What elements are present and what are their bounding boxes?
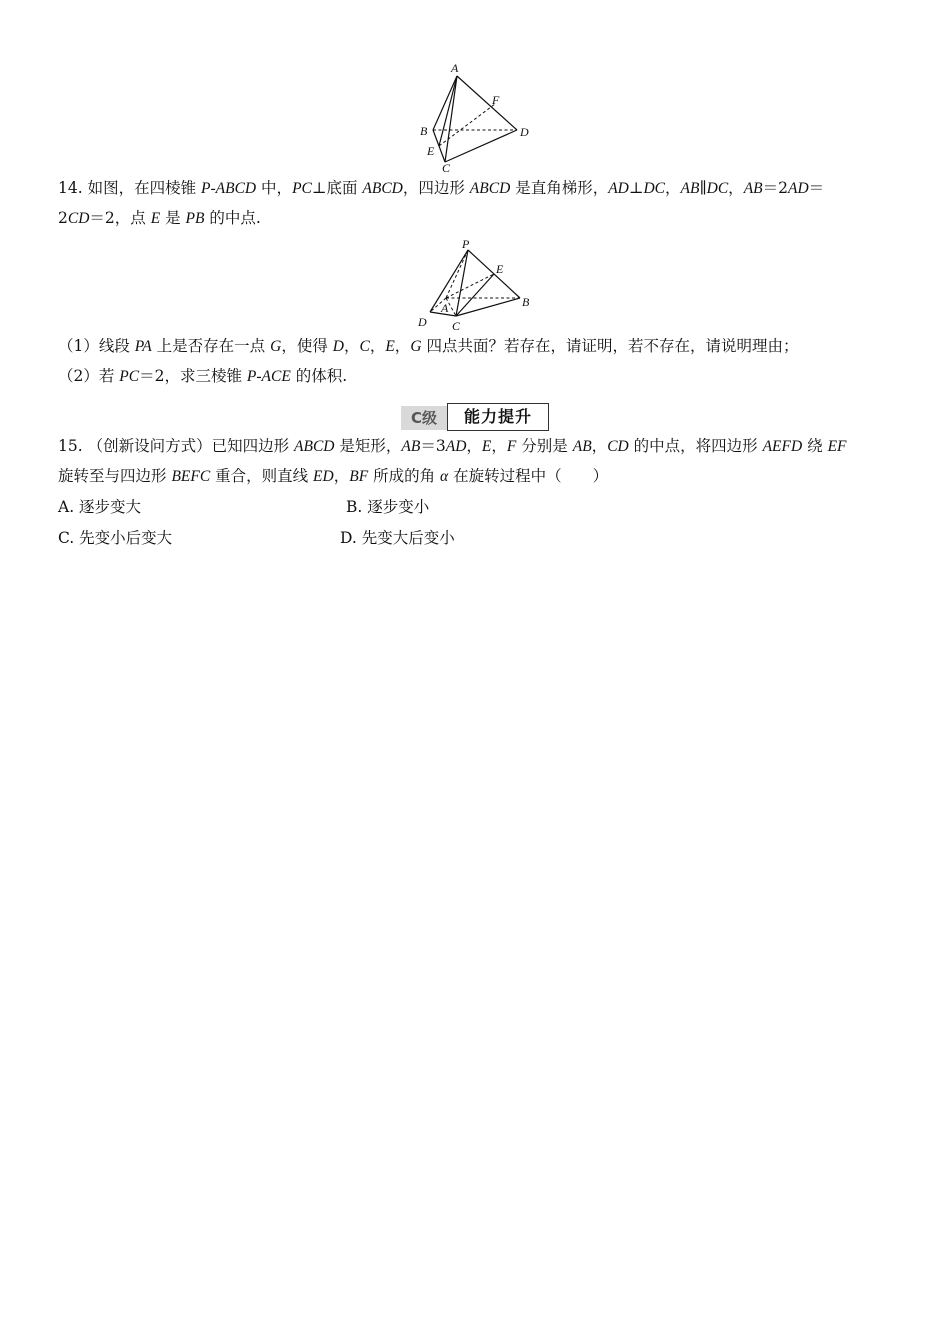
text-run: ， [394, 337, 411, 355]
q14-part2 [58, 366, 347, 387]
label-a: A [451, 61, 459, 75]
text-run: 的中点，将四边形 [628, 437, 763, 455]
label-p: P [462, 237, 470, 251]
math-term: E [385, 338, 395, 355]
q15-option-b[interactable]: B. 逐步变小 [346, 498, 430, 516]
label-e2: E [496, 262, 504, 276]
text-run: ， [728, 179, 744, 197]
math-term: BEFC [171, 468, 211, 485]
q15-line2 [58, 466, 608, 487]
text-run: ⊥ [628, 179, 644, 197]
math-term: ED [313, 468, 334, 485]
text-run: 中， [256, 179, 293, 197]
label-e: E [427, 144, 435, 158]
text-run: 四点共面？若存在，请证明，若不存在，请说明理由； [421, 337, 799, 355]
math-term: DC [706, 180, 729, 197]
text-run: 绕 [802, 437, 828, 455]
text-run: 是矩形， [334, 437, 402, 455]
text-run: 在旋转过程中（ ） [448, 467, 609, 485]
label-d: D [520, 125, 529, 139]
text-run: 旋转至与四边形 [58, 467, 172, 485]
q14-line1 [58, 178, 824, 199]
math-term: CD [67, 210, 90, 227]
text-run: ， [665, 179, 681, 197]
math-term: AB [743, 180, 763, 197]
math-term: DC [643, 180, 665, 197]
text-run: ， [591, 437, 608, 455]
math-term: AB [680, 180, 700, 197]
label-c2: C [452, 319, 461, 333]
text-run: ，使得 [281, 337, 333, 355]
math-term: AD [608, 180, 629, 197]
text-run: ＝2，求三棱锥 [139, 367, 247, 385]
figure-tetrahedron [415, 60, 540, 175]
label-f: F [492, 93, 500, 107]
text-run: 重合，则直线 [210, 467, 314, 485]
math-term: PB [185, 210, 205, 227]
math-term: EF [827, 438, 847, 455]
text-run: ＝ [808, 179, 825, 197]
math-term: E [481, 438, 492, 455]
text-run: ＝2，点 [89, 209, 151, 227]
text-run: ＝3 [420, 437, 446, 455]
math-term: BF [349, 468, 369, 485]
q15-option-d[interactable]: D. 先变大后变小 [340, 529, 455, 547]
math-term: AB [572, 438, 592, 455]
section-badge [401, 403, 551, 431]
figure-pyramid [410, 236, 540, 334]
math-term: PC [292, 180, 312, 197]
math-term: AB [401, 438, 421, 455]
q15-line1 [58, 436, 847, 457]
label-d2: D [418, 315, 427, 329]
math-term: α [440, 468, 449, 485]
text-run: ， [491, 437, 507, 455]
q15-option-a[interactable]: A. 逐步变大 [58, 498, 142, 516]
math-term: G [270, 338, 282, 355]
math-term: P-ACE [246, 368, 291, 385]
math-term: CD [607, 438, 629, 455]
math-term: AD [788, 180, 809, 197]
math-term: E [150, 210, 161, 227]
text-run: （1）线段 [58, 337, 135, 355]
math-term: P-ABCD [201, 180, 257, 197]
text-run: （2）若 [58, 367, 120, 385]
math-term: ABCD [294, 438, 335, 455]
text-run: 是直角梯形， [510, 179, 609, 197]
math-term: PC [119, 368, 140, 385]
badge-title: 能力提升 [447, 403, 549, 431]
math-term: C [359, 338, 370, 355]
text-run: 上是否存在一点 [151, 337, 271, 355]
label-b: B [420, 124, 428, 138]
math-term: AD [445, 438, 467, 455]
label-c: C [442, 161, 451, 175]
text-run: 14. 如图，在四棱锥 [58, 179, 202, 197]
q14-part1 [58, 336, 798, 357]
math-term: AEFD [762, 438, 803, 455]
text-run: ， [333, 467, 350, 485]
math-term: ABCD [362, 180, 403, 197]
text-run: 2 [58, 209, 68, 227]
text-run: 是 [160, 209, 186, 227]
text-run: ， [466, 437, 482, 455]
text-run: ， [343, 337, 360, 355]
text-run: ∥ [699, 179, 707, 197]
math-term: PA [134, 338, 152, 355]
math-term: G [410, 338, 422, 355]
text-run: 的体积. [290, 367, 348, 385]
label-b2: B [522, 295, 530, 309]
text-run: ⊥底面 [311, 179, 363, 197]
math-term: D [332, 338, 344, 355]
label-a2: A [441, 301, 449, 315]
text-run: 分别是 [516, 437, 573, 455]
q15-option-c[interactable]: C. 先变小后变大 [58, 529, 173, 547]
q14-line2 [58, 208, 261, 229]
math-term: F [506, 438, 517, 455]
text-run: ，四边形 [402, 179, 470, 197]
text-run: ， [369, 337, 386, 355]
text-run: 的中点. [204, 209, 261, 227]
badge-level: C级 [401, 406, 447, 430]
text-run: 15. （创新设问方式）已知四边形 [58, 437, 295, 455]
math-term: ABCD [469, 180, 511, 197]
text-run: 所成的角 [368, 467, 441, 485]
text-run: ＝2 [762, 179, 788, 197]
